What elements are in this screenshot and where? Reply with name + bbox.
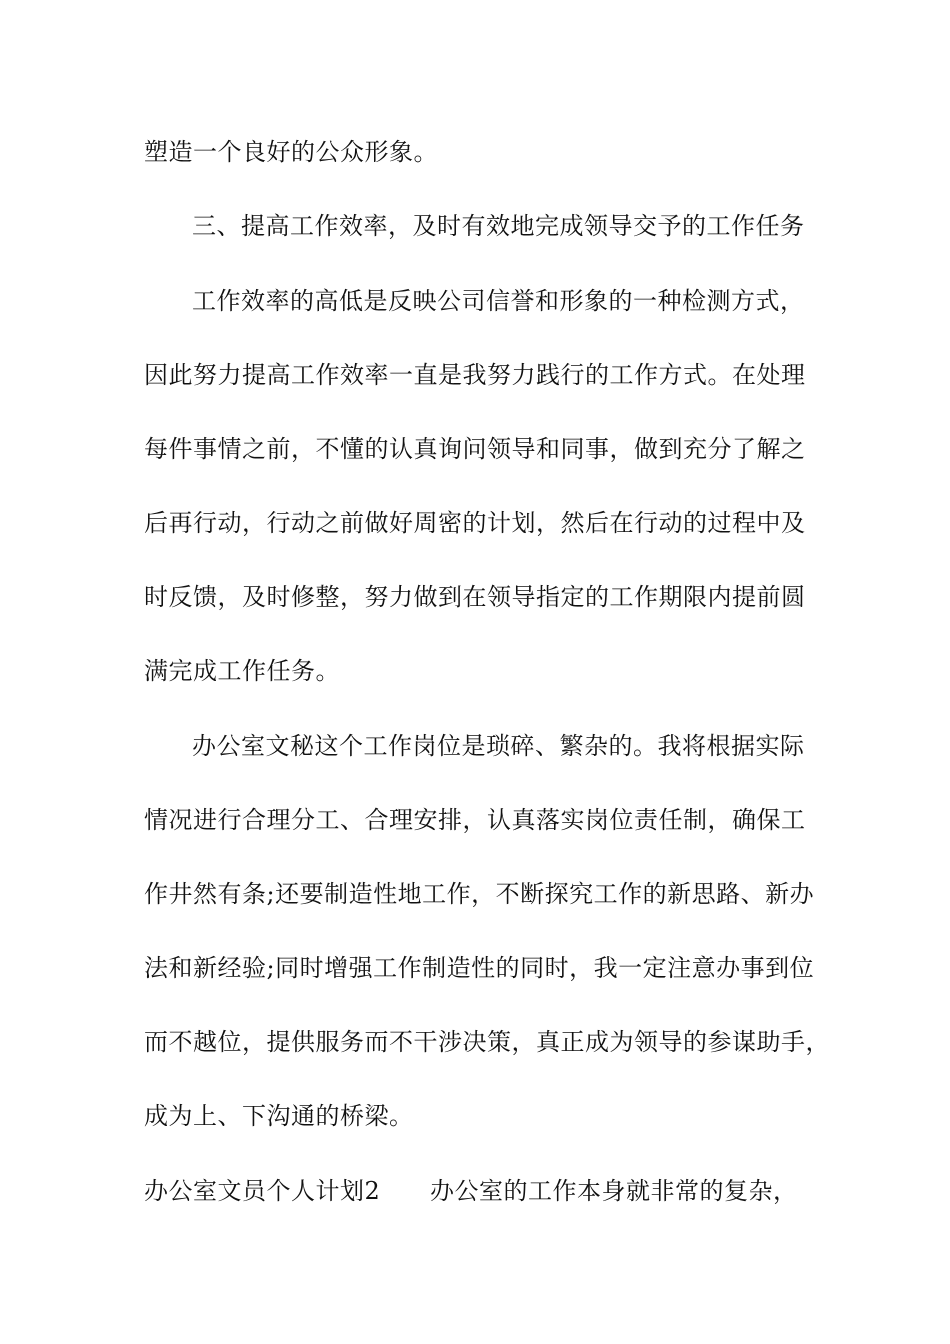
paragraph-line: 每件事情之前，不懂的认真询问领导和同事，做到充分了解之 bbox=[144, 435, 806, 463]
paragraph-line: 因此努力提高工作效率一直是我努力践行的工作方式。在处理 bbox=[144, 361, 806, 389]
paragraph-line: 工作效率的高低是反映公司信誉和形象的一种检测方式， bbox=[192, 287, 805, 315]
paragraph-start: 办公室的工作本身就非常的复杂， bbox=[430, 1177, 798, 1205]
paragraph-line: 时反馈，及时修整，努力做到在领导指定的工作期限内提前圆 bbox=[144, 583, 806, 611]
paragraph-line: 塑造一个良好的公众形象。 bbox=[144, 138, 438, 166]
paragraph-line: 作井然有条;还要制造性地工作，不断探究工作的新思路、新办 bbox=[144, 880, 815, 908]
paragraph-line: 办公室文秘这个工作岗位是琐碎、繁杂的。我将根据实际 bbox=[192, 732, 805, 760]
paragraph-line: 而不越位，提供服务而不干涉决策，真正成为领导的参谋助手， bbox=[144, 1028, 830, 1056]
document-title: 办公室文员个人计划2 bbox=[144, 1177, 381, 1205]
paragraph-line: 满完成工作任务。 bbox=[144, 657, 340, 685]
paragraph-line: 后再行动，行动之前做好周密的计划，然后在行动的过程中及 bbox=[144, 509, 806, 537]
paragraph-line: 法和新经验;同时增强工作制造性的同时，我一定注意办事到位 bbox=[144, 954, 815, 982]
paragraph-line: 情况进行合理分工、合理安排，认真落实岗位责任制，确保工 bbox=[144, 806, 806, 834]
paragraph-line: 成为上、下沟通的桥梁。 bbox=[144, 1102, 414, 1130]
section-heading: 三、提高工作效率，及时有效地完成领导交予的工作任务 bbox=[192, 212, 805, 240]
document-heading-line bbox=[144, 1175, 824, 1207]
